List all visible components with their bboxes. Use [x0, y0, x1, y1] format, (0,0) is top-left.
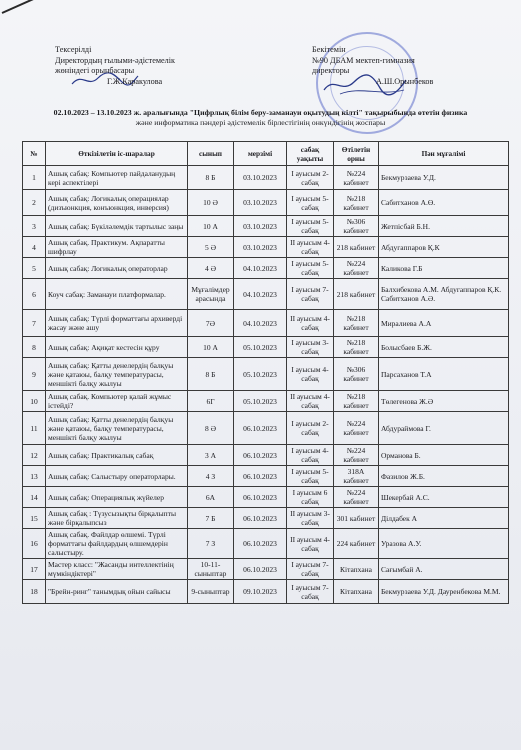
table-cell: 10 А: [188, 216, 234, 237]
table-cell: I ауысым 7-сабақ: [287, 559, 334, 580]
table-cell: II ауысым 4-сабақ: [287, 310, 334, 337]
table-header-row: [23, 142, 509, 166]
table-cell: Ашық сабақ. Компьютер қалай жұмыс істейді?: [46, 391, 188, 412]
table-row: [23, 412, 509, 445]
table-cell: Ашық сабақ: Түрлі форматтағы архиверді жасау және ашу: [46, 310, 188, 337]
table-cell: №224 кабинет: [334, 487, 379, 508]
table-row: [23, 358, 509, 391]
table-cell: 13: [23, 466, 46, 487]
table-cell: Каликова Г.Б: [379, 258, 509, 279]
table-cell: 4 Ә: [188, 258, 234, 279]
document-title: [14, 108, 507, 128]
position-line-2: директоры: [312, 66, 350, 75]
table-cell: Ділдабек А: [379, 508, 509, 529]
table-cell: Ашық сабақ. Практикум. Ақпаратты шифрлау: [46, 237, 188, 258]
table-cell: Ашық сабақ: Компьютер пайдаланудың кері аспектілері: [46, 166, 188, 190]
table-cell: I ауысым 2-сабақ: [287, 166, 334, 190]
table-cell: Ашық сабақ: Қатты денелердің балқуы және қатаюы, балқу температурасы, меншікті балқу жылуы: [46, 412, 188, 445]
title-line-1: 02.10.2023 – 13.10.2023 ж. аралығында "Цифрлық білім беру-заманауи оқытудың кілті" тақырыбында өтетін физика: [53, 108, 468, 117]
table-row: [23, 466, 509, 487]
col-header-place: Өтілетін орны: [334, 142, 379, 166]
table-cell: 04.10.2023: [234, 310, 287, 337]
table-cell: Ашық сабақ: Ақиқат кестесін құру: [46, 337, 188, 358]
table-cell: Сабитханов А.Ө.: [379, 190, 509, 216]
table-cell: 5 Ә: [188, 237, 234, 258]
table-cell: Мастер класс: "Жасанды интеллектінің мүмкіндіктері": [46, 559, 188, 580]
table-cell: 10-11-сыныптар: [188, 559, 234, 580]
table-cell: 6: [23, 279, 46, 310]
table-cell: 7: [23, 310, 46, 337]
table-cell: I ауысым 7-сабақ: [287, 279, 334, 310]
table-row: [23, 216, 509, 237]
table-cell: 9: [23, 358, 46, 391]
table-cell: I ауысым 5-сабақ: [287, 258, 334, 279]
table-cell: 06.10.2023: [234, 559, 287, 580]
table-cell: Абдугаппаров Қ.К: [379, 237, 509, 258]
table-row: [23, 445, 509, 466]
table-cell: 12: [23, 445, 46, 466]
table-cell: Бекмурзаева У.Д. Дауренбекова М.М.: [379, 580, 509, 604]
table-cell: Парсаханов Т.А: [379, 358, 509, 391]
table-cell: I ауысым 4-сабақ: [287, 445, 334, 466]
table-cell: 09.10.2023: [234, 580, 287, 604]
table-row: [23, 166, 509, 190]
table-cell: Болысбаев Б.Ж.: [379, 337, 509, 358]
table-cell: №218 кабинет: [334, 190, 379, 216]
table-cell: 03.10.2023: [234, 237, 287, 258]
table-cell: 06.10.2023: [234, 466, 287, 487]
col-header-class: сынып: [188, 142, 234, 166]
table-cell: Ашық сабақ: Қатты денелердің балқуы және қатаюы, балқу температурасы, меншікті балқу жылуы: [46, 358, 188, 391]
table-cell: №218 кабинет: [334, 391, 379, 412]
checked-label: Тексерілді: [55, 45, 92, 54]
table-cell: I ауысым 5-сабақ: [287, 216, 334, 237]
table-cell: Ашық сабақ: Салыстыру операторлары.: [46, 466, 188, 487]
corner-mark: [2, 0, 41, 14]
table-cell: №306 кабинет: [334, 216, 379, 237]
table-cell: 06.10.2023: [234, 445, 287, 466]
col-header-number: №: [23, 142, 46, 166]
table-cell: 04.10.2023: [234, 279, 287, 310]
table-cell: №224 кабинет: [334, 445, 379, 466]
table-cell: 05.10.2023: [234, 358, 287, 391]
table-cell: 9-сыныптар: [188, 580, 234, 604]
table-cell: 06.10.2023: [234, 487, 287, 508]
table-cell: 17: [23, 559, 46, 580]
table-cell: Коуч сабақ: Заманауи платформалар.: [46, 279, 188, 310]
table-cell: 06.10.2023: [234, 529, 287, 559]
approve-label: Бекітемін: [312, 45, 346, 54]
table-cell: Ашық сабақ: Операциялық жүйелер: [46, 487, 188, 508]
table-cell: 3: [23, 216, 46, 237]
table-cell: 218 кабинет: [334, 279, 379, 310]
table-cell: 10 А: [188, 337, 234, 358]
table-cell: 5: [23, 258, 46, 279]
table-cell: I ауысым 5-сабақ: [287, 466, 334, 487]
table-cell: №224 кабинет: [334, 412, 379, 445]
table-cell: 04.10.2023: [234, 258, 287, 279]
table-cell: Мұғалімдер арасында: [188, 279, 234, 310]
table-cell: 7 З: [188, 529, 234, 559]
table-row: [23, 279, 509, 310]
table-cell: Абдураймова Г.: [379, 412, 509, 445]
table-cell: 8 Б: [188, 166, 234, 190]
table-cell: Ашық сабақ: Практикалық сабақ: [46, 445, 188, 466]
table-cell: Ашық сабақ: Бүкіләлемдік тартылыс заңы: [46, 216, 188, 237]
table-cell: 224 кабинет: [334, 529, 379, 559]
signer-name: А.Ш.Орынбеков: [376, 76, 434, 86]
position-line-1: №90 ДБАМ мектеп-гимназия: [312, 55, 415, 65]
position-line-1: Директордың ғылыми-әдістемелік: [55, 55, 176, 65]
table-cell: 1: [23, 166, 46, 190]
table-cell: Ашық сабақ : Түзусызықты бірқалыпты және бірқалыпсыз: [46, 508, 188, 529]
approval-block-left: [55, 45, 255, 87]
table-row: [23, 310, 509, 337]
table-cell: Ашық сабақ: Логикалық операторлар: [46, 258, 188, 279]
table-cell: 8 Б: [188, 358, 234, 391]
table-cell: 2: [23, 190, 46, 216]
table-cell: Уразова А.У.: [379, 529, 509, 559]
table-row: [23, 508, 509, 529]
table-cell: №218 кабинет: [334, 310, 379, 337]
table-cell: II ауысым 4-сабақ: [287, 391, 334, 412]
table-cell: Фазилов Ж.Б.: [379, 466, 509, 487]
signer-name: Г.Ж.Каракулова: [107, 76, 163, 86]
table-cell: Шекербай А.С.: [379, 487, 509, 508]
table-cell: №218 кабинет: [334, 337, 379, 358]
table-cell: I ауысым 5-сабақ: [287, 190, 334, 216]
title-line-2: және информатика пәндері әдістемелік бірлестігінің онкүндігінің жоспары: [135, 118, 386, 127]
table-cell: "Брейн-ринг" танымдық ойын сайысы: [46, 580, 188, 604]
table-cell: 18: [23, 580, 46, 604]
table-cell: 05.10.2023: [234, 337, 287, 358]
table-cell: II ауысым 4-сабақ: [287, 529, 334, 559]
table-cell: Балхибекова А.М. Абдугаппаров Қ.К. Сабитханов А.Ә.: [379, 279, 509, 310]
table-row: [23, 190, 509, 216]
table-row: [23, 580, 509, 604]
table-row: [23, 237, 509, 258]
table-cell: 10: [23, 391, 46, 412]
table-cell: Бекмурзаева У.Д.: [379, 166, 509, 190]
table-cell: I ауысым 6 сабақ: [287, 487, 334, 508]
table-cell: Ашық сабақ: Логикалық операциялар (дизъюнкция, конъюнкция, инверсия): [46, 190, 188, 216]
table-row: [23, 258, 509, 279]
table-cell: Кітапхана: [334, 580, 379, 604]
table-cell: 11: [23, 412, 46, 445]
table-cell: Миралиева А.А: [379, 310, 509, 337]
table-cell: Жетпісбай Б.Н.: [379, 216, 509, 237]
table-cell: 10 Ә: [188, 190, 234, 216]
table-row: [23, 337, 509, 358]
approval-block-right: [312, 45, 512, 87]
col-header-time: сабақ уақыты: [287, 142, 334, 166]
table-cell: 06.10.2023: [234, 508, 287, 529]
table-cell: 4: [23, 237, 46, 258]
plan-table: [22, 141, 509, 604]
table-cell: 6Г: [188, 391, 234, 412]
table-cell: I ауысым 7-сабақ: [287, 580, 334, 604]
col-header-date: мерзімі: [234, 142, 287, 166]
table-cell: Орманова Б.: [379, 445, 509, 466]
table-row: [23, 391, 509, 412]
table-cell: 03.10.2023: [234, 166, 287, 190]
table-cell: Төлегенова Ж.Ә: [379, 391, 509, 412]
table-cell: 7 Б: [188, 508, 234, 529]
table-cell: 318А кабинет: [334, 466, 379, 487]
table-cell: Ашық сабақ. Файлдар өлшемі. Түрлі форматтағы файлдардың өлшемдерін салыстыру.: [46, 529, 188, 559]
table-row: [23, 559, 509, 580]
table-cell: 8 Ә: [188, 412, 234, 445]
table-cell: 4 З: [188, 466, 234, 487]
table-cell: I ауысым 2-сабақ: [287, 412, 334, 445]
table-cell: №306 кабинет: [334, 358, 379, 391]
col-header-teacher: Пән мұғалімі: [379, 142, 509, 166]
table-cell: I ауысым 3-сабақ: [287, 337, 334, 358]
table-cell: 301 кабинет: [334, 508, 379, 529]
table-cell: 218 кабинет: [334, 237, 379, 258]
col-header-activity: Өткізілетін іс-шаралар: [46, 142, 188, 166]
table-cell: Кітапхана: [334, 559, 379, 580]
position-line-2: жөніндегі орынбасары: [55, 66, 135, 75]
table-cell: 3 А: [188, 445, 234, 466]
table-cell: 06.10.2023: [234, 412, 287, 445]
table-cell: 6А: [188, 487, 234, 508]
table-cell: 8: [23, 337, 46, 358]
table-cell: 16: [23, 529, 46, 559]
table-cell: Сағымбай А.: [379, 559, 509, 580]
table-cell: I ауысым 4-сабақ: [287, 358, 334, 391]
table-cell: II ауысым 3-сабақ: [287, 508, 334, 529]
table-cell: №224 кабинет: [334, 258, 379, 279]
table-cell: 15: [23, 508, 46, 529]
table-cell: 03.10.2023: [234, 216, 287, 237]
table-cell: 7Ә: [188, 310, 234, 337]
table-cell: 14: [23, 487, 46, 508]
table-row: [23, 529, 509, 559]
table-row: [23, 487, 509, 508]
table-cell: 03.10.2023: [234, 190, 287, 216]
table-cell: 05.10.2023: [234, 391, 287, 412]
table-cell: II ауысым 4-сабақ: [287, 237, 334, 258]
table-cell: №224 кабинет: [334, 166, 379, 190]
